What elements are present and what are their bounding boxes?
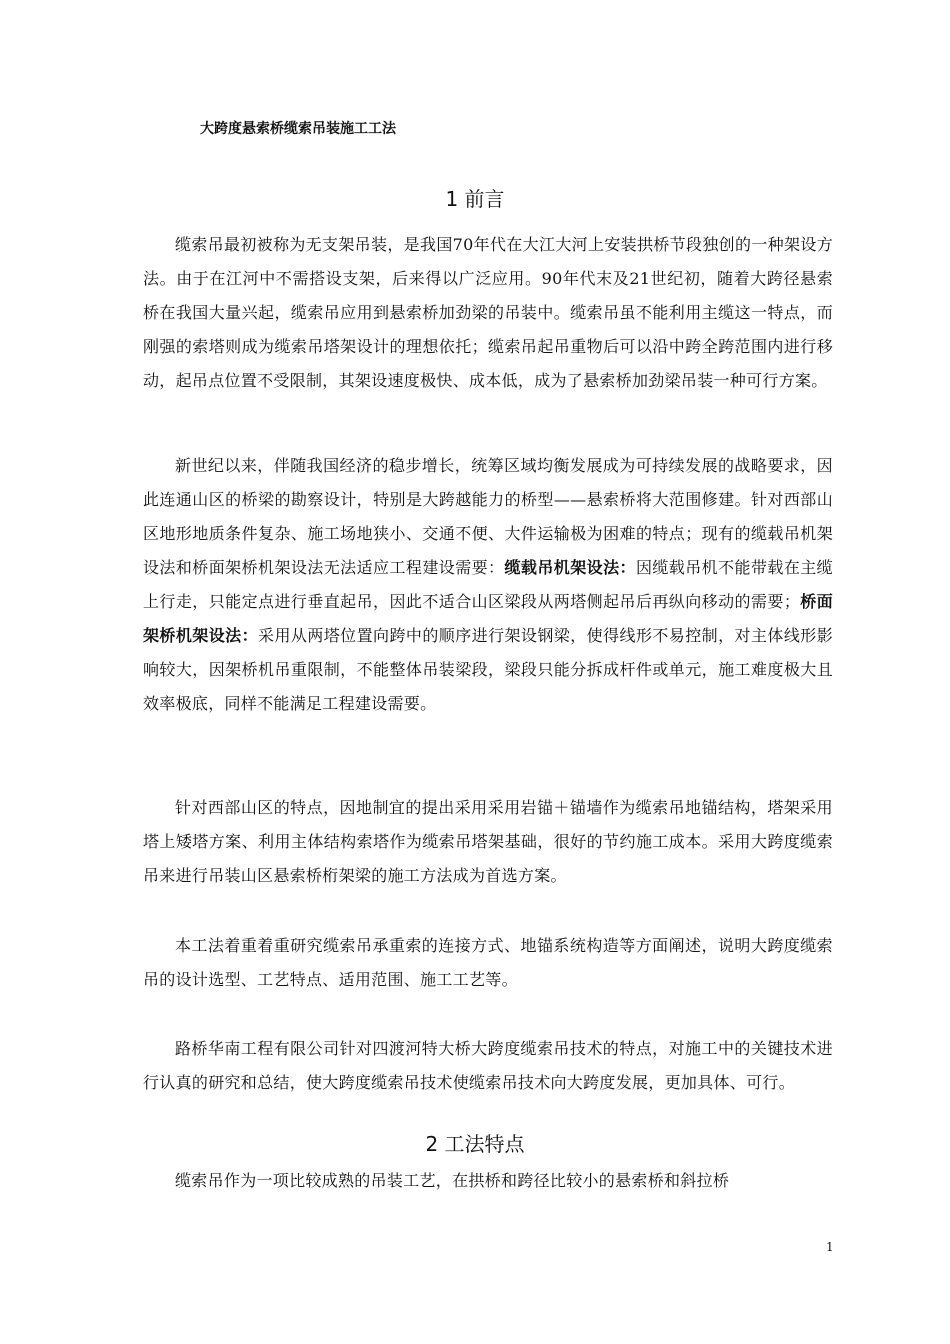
paragraph-text: 采用从两塔位置向跨中的顺序进行架设钢梁，使得线形不易控制，对主体线形影响较大，因架桥机吊重限制，不能整体吊装梁段，梁段只能分拆成杆件或单元，施工难度极大且效率极底，同样不能满足工程建设需要。	[143, 626, 833, 713]
section-heading-2: 2 工法特点	[425, 1132, 525, 1156]
section-heading-1: 1 前言	[445, 187, 505, 211]
paragraph-text: 新世纪以来，伴随我国经济的稳步增长，统筹区域均衡发展成为可持续发展的战略要求，因此连通山区的桥梁的勘察设计，特别是大跨越能力的桥型——悬索桥将大范围修建。针对西部山区地形地质条件复杂、施工场地狭小、交通不便、大件运输极为困难的特点；现有的缆载吊机架设法和桥面架桥机架设法无法适应工程建设需要：	[143, 456, 833, 577]
paragraph: 缆索吊最初被称为无支架吊装，是我国70年代在大江大河上安装拱桥节段独创的一种架设方法。由于在江河中不需搭设支架，后来得以广泛应用。90年代末及21世纪初，随着大跨径悬索桥在我国大量兴起，缆索吊应用到悬索桥加劲梁的吊装中。缆索吊虽不能利用主缆这一特点，而刚强的索塔则成为缆索吊塔架设计的理想依托；缆索吊起吊重物后可以沿中跨全跨范围内进行移动，起吊点位置不受限制，其架设速度极快、成本低，成为了悬索桥加劲梁吊装一种可行方案。	[143, 235, 833, 390]
paragraph: 缆索吊作为一项比较成熟的吊装工艺，在拱桥和跨径比较小的悬索桥和斜拉桥	[175, 1171, 730, 1190]
page-number: 1	[826, 1240, 834, 1254]
paragraph: 本工法着重着重研究缆索吊承重索的连接方式、地锚系统构造等方面阐述，说明大跨度缆索吊的设计选型、工艺特点、适用范围、施工工艺等。	[143, 936, 833, 989]
paragraph	[143, 449, 833, 721]
paragraph: 路桥华南工程有限公司针对四渡河特大桥大跨度缆索吊技术的特点，对施工中的关键技术进行认真的研究和总结，使大跨度缆索吊技术使缆索吊技术向大跨度发展，更加具体、可行。	[143, 1039, 833, 1092]
document-title: 大跨度悬索桥缆索吊装施工工法	[200, 121, 396, 137]
paragraph: 针对西部山区的特点，因地制宜的提出采用采用岩锚＋锚墙作为缆索吊地锚结构，塔架采用塔上矮塔方案、利用主体结构索塔作为缆索吊塔架基础，很好的节约施工成本。采用大跨度缆索吊来进行吊装山区悬索桥桁架梁的施工方法成为首选方案。	[143, 798, 833, 885]
paragraph-text: 因缆载吊机不能带载在主缆上行走，只能定点进行垂直起吊，因此不适合山区梁段从两塔侧起吊后再纵向移动的需要；	[143, 558, 833, 611]
keyword-cable-crane-method: 缆载吊机架设法：	[504, 558, 636, 577]
keyword-deck-erector-method: 桥面架桥机架设法：	[143, 592, 833, 645]
